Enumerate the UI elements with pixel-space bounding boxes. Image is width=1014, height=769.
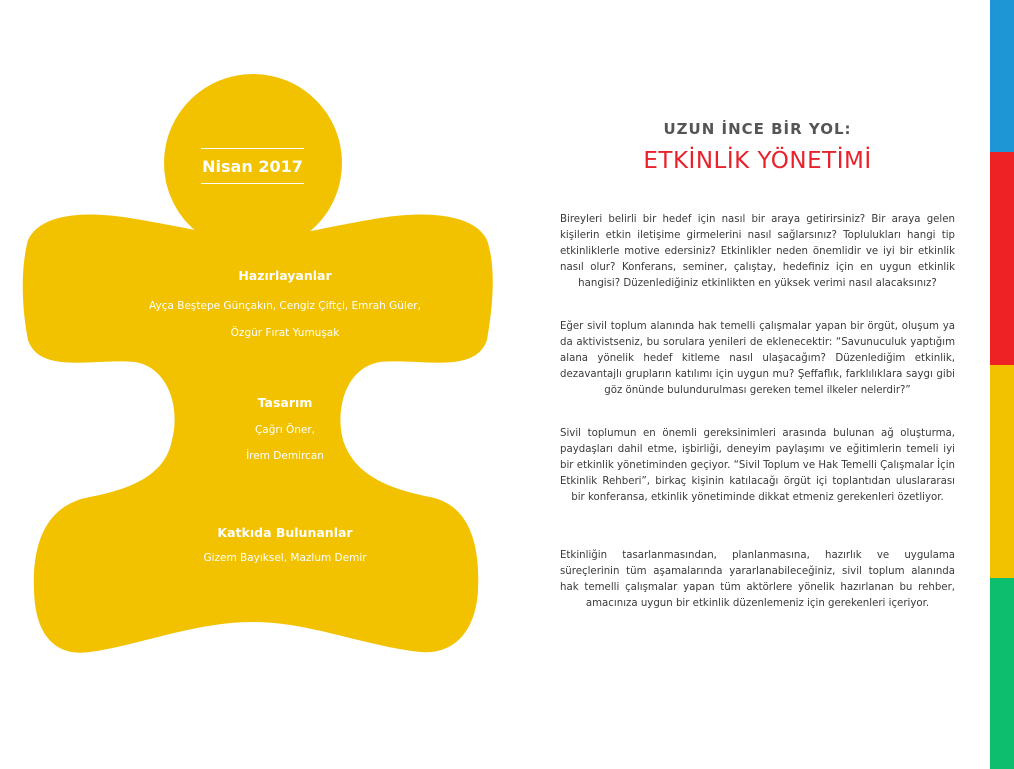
color-stripe-red: [990, 152, 1014, 365]
article-title: UZUN İNCE BİR YOL:: [663, 120, 852, 138]
preparers-names-line-1: Ayça Beştepe Günçakın, Cengiz Çiftçi, Emrah Güler,: [149, 300, 421, 312]
color-stripe-yellow: [990, 365, 1014, 578]
preparers-names-line-2: Özgür Fırat Yumuşak: [230, 327, 340, 339]
design-names-line-1: Çağrı Öner,: [254, 424, 316, 436]
article-paragraph-2: Eğer sivil toplum alanında hak temelli çalışmalar yapan bir örgüt, oluşum ya da aktivistseniz, bu sorulara yenileri de eklenecektir: “Savunuculuk yaptığım alana yönelik hedef kitleme nasıl ulaşacağım? Düzenlediğim etkinlik, dezavantajlı grupların katılımı için uygun mu? Şeffaflık, farklılıklara saygı gibi göz önünde bulundurulması gereken temel ilkeler nelerdir?”: [560, 321, 955, 396]
contributors-names-line-1: Gizem Bayıksel, Mazlum Demir: [203, 552, 367, 564]
section-heading-preparers: Hazırlayanlar: [238, 268, 332, 283]
article-paragraph-3: Sivil toplumun en önemli gereksinimleri arasında bulunan ağ oluşturma, paydaşları dahil etme, işbirliği, deneyim paylaşımı ve eğitimlerin temeli iyi bir etkinlik yönetiminden geçiyor. “Sivil Toplum ve Hak Temelli Çalışmalar İçin Etkinlik Rehberi”, birkaç kişinin katılacağı örgüt içi toplantıdan uluslararası bir konferansa, etkinlik yönetiminde dikkat etmeniz gerekenleri özetliyor.: [560, 428, 955, 503]
design-names-line-2: İrem Demircan: [246, 450, 324, 462]
article-paragraph-1: Bireyleri belirli bir hedef için nasıl bir araya getirirsiniz? Bir araya gelen kişilerin etkin iletişime girmelerini nasıl sağlarsınız? Toplulukları hangi tip etkinliklerle motive edersiniz? Etkinlikler neden önemlidir ve iyi bir etkinlik nasıl olur? Konferans, seminer, çalıştay, hedefiniz için en uygun etkinlik hangisi? Düzenlediğiniz etkinlikten en yüksek verimi nasıl alacaksınız?: [560, 214, 955, 289]
publication-date: Nisan 2017: [201, 148, 304, 184]
section-heading-design: Tasarım: [257, 395, 313, 410]
color-stripe-green: [990, 578, 1014, 769]
section-heading-contributors: Katkıda Bulunanlar: [217, 525, 353, 540]
article-paragraph-4: Etkinliğin tasarlanmasından, planlanmasına, hazırlık ve uygulama süreçlerinin tüm aşamalarında yararlanabileceğiniz, sivil toplum alanında hak temelli çalışmalar yapan tüm aktörlere yönelik hazırlanan bu rehber, amacınıza uygun bir etkinlik düzenlemeniz için gerekenleri içeriyor.: [560, 550, 955, 609]
article-subtitle: ETKİNLİK YÖNETİMİ: [643, 148, 872, 174]
color-stripe-blue: [990, 0, 1014, 152]
puzzle-piece-shape: [0, 0, 520, 700]
